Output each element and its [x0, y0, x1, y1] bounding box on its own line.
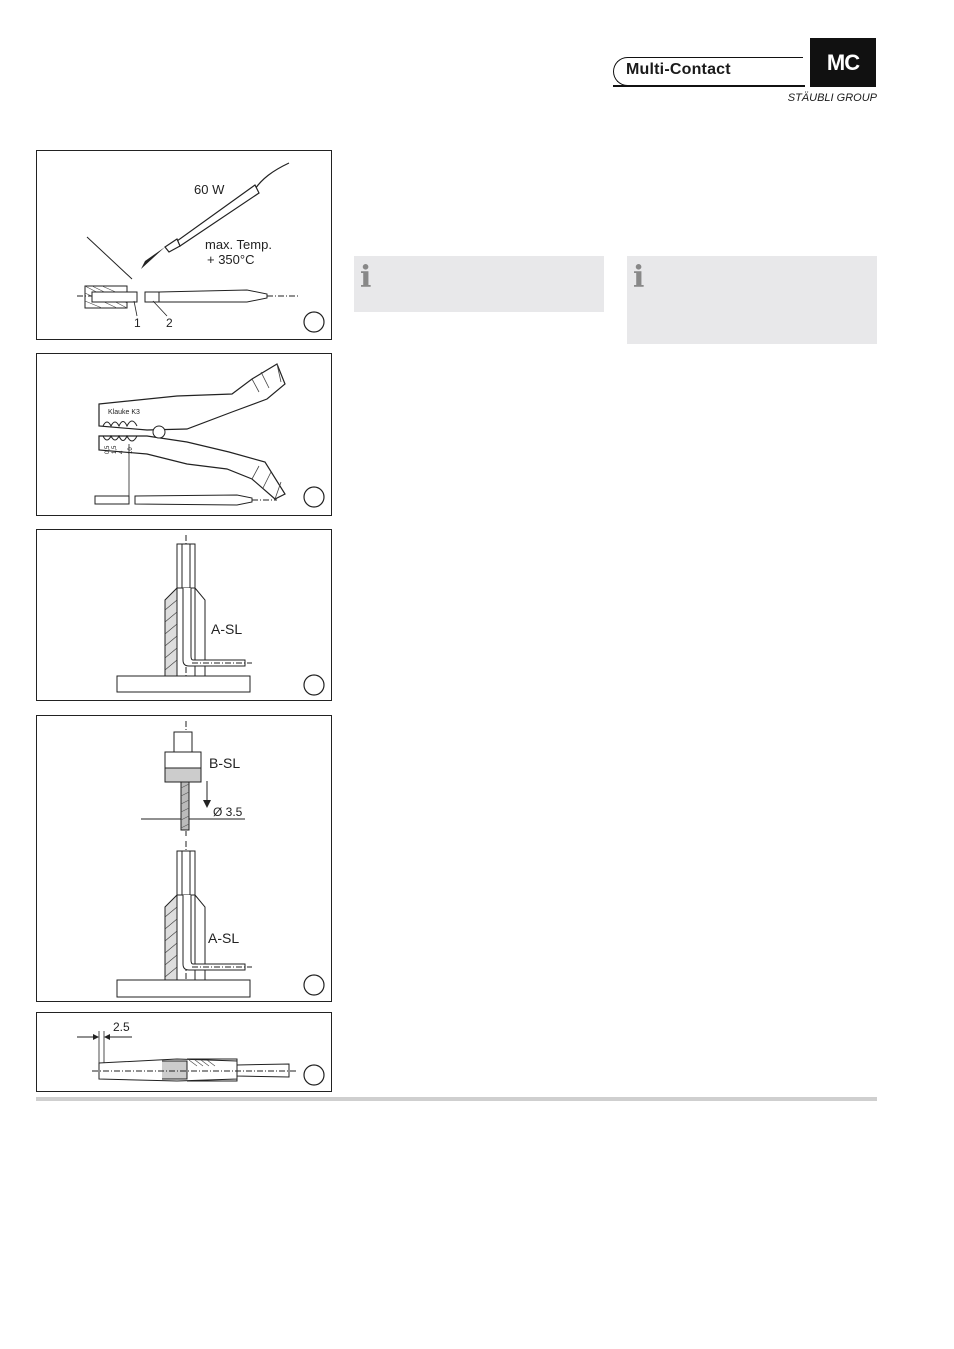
figure-soldering	[36, 150, 332, 340]
brand-name: Multi-Contact	[626, 61, 731, 78]
brand-group: STÄUBLI GROUP	[787, 92, 877, 104]
size-0-5: 0,5	[105, 445, 111, 454]
info-icon: i	[360, 260, 372, 295]
soldering-illustration	[37, 151, 333, 341]
step-marker-3	[304, 675, 324, 695]
power-label: 60 W	[194, 182, 225, 197]
brand-mark: MC	[810, 38, 876, 87]
figure-b-sl	[36, 715, 332, 1002]
callout-2: 2	[166, 316, 173, 330]
crimping-illustration	[37, 354, 333, 517]
a-sl-illustration	[37, 530, 333, 702]
callout-1: 1	[134, 316, 141, 330]
tool-a-sl-label-2: A-SL	[208, 930, 240, 946]
tool-b-sl-label: B-SL	[209, 755, 241, 771]
diameter-label: Ø 3.5	[213, 805, 243, 819]
info-box-left	[354, 256, 604, 312]
figure-crimping	[36, 353, 332, 516]
pliers-model: Klauke K3	[108, 409, 140, 416]
dimension-label: 2.5	[113, 1020, 130, 1034]
temp-label: max. Temp.	[205, 237, 272, 252]
step-marker-5	[304, 1065, 324, 1085]
step-marker-1	[304, 312, 324, 332]
dimension-illustration	[37, 1013, 333, 1093]
figure-a-sl	[36, 529, 332, 701]
info-icon: i	[633, 260, 645, 295]
logo-underline	[613, 85, 805, 87]
figure-dimension	[36, 1012, 332, 1092]
size-4: 4	[119, 450, 125, 454]
size-1-5: 1,5	[112, 445, 118, 454]
tool-a-sl-label: A-SL	[211, 621, 243, 637]
b-sl-illustration	[37, 716, 333, 1003]
size-10: 10	[128, 447, 134, 454]
step-marker-4	[304, 975, 324, 995]
section-divider	[36, 1097, 877, 1101]
info-box-right	[627, 256, 877, 344]
step-marker-2	[304, 487, 324, 507]
temp-value: + 350°C	[207, 252, 255, 267]
